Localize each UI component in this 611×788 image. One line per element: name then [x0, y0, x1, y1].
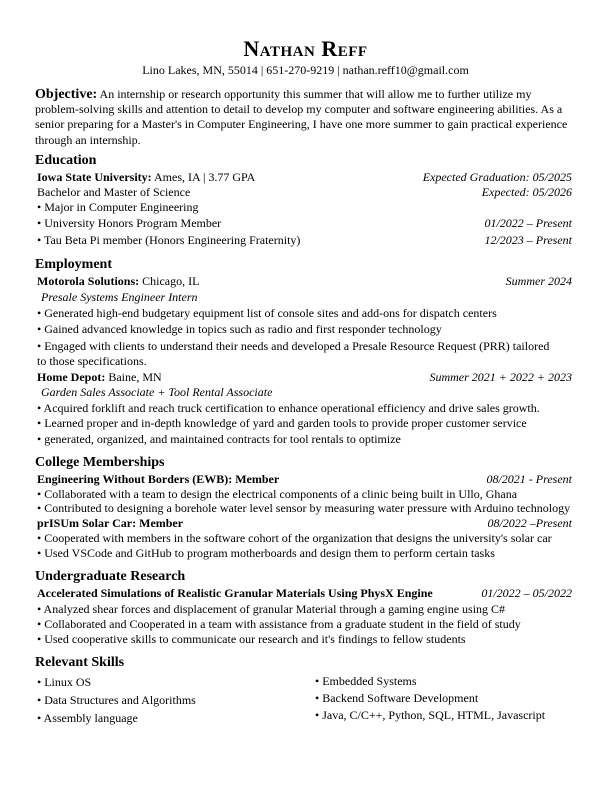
graduation-date: Expected Graduation: 05/2025	[422, 170, 572, 184]
education-item-text: • Major in Computer Engineering	[37, 200, 199, 214]
objective-text: An internship or research opportunity this summer that will allow me to further utilize my problem-solving skills and attention to detail to develop my computer and software engineering abilities. As a senior preparing for a Master's in Computer Engineering, I have one more summer to gain practical experience through an internship.	[35, 87, 568, 147]
degree-expected-date: Expected: 05/2026	[481, 185, 572, 199]
school-detail: Ames, IA | 3.77 GPA	[151, 170, 256, 184]
education-item	[37, 233, 572, 248]
job-bullet: • Engaged with clients to understand their needs and developed a Presale Resource Request (PRR) tailored to those specifications.	[37, 339, 550, 368]
org-name: prISUm Solar Car: Member	[37, 516, 184, 530]
education-school-line	[37, 170, 572, 185]
job-bullet: • Learned proper and in-depth knowledge of yard and garden tools to provide proper customer service	[37, 416, 527, 430]
job-bullet: • Generated high-end budgetary equipment list of console sites and add-ons for dispatch centers	[37, 306, 497, 320]
research-bullet: • Used cooperative skills to communicate our research and it's findings to fellow students	[37, 632, 466, 646]
company-location: Chicago, IL	[139, 274, 200, 288]
education-item	[37, 200, 572, 215]
org-bullet: • Contributed to designing a borehole water level sensor by measuring water pressure with Arduino technology	[37, 501, 571, 515]
org-header	[37, 472, 572, 487]
job-role-text: Presale Systems Engineer Intern	[41, 290, 198, 304]
candidate-name: Nathan Reff	[243, 36, 368, 61]
job-role-text: Garden Sales Associate + Tool Rental Associate	[41, 385, 273, 399]
research-bullet: • Collaborated and Cooperated in a team with assistance from a graduate student in the field of study	[37, 617, 521, 631]
education-item-text: • Tau Beta Pi member (Honors Engineering Fraternity)	[37, 233, 301, 247]
education-degree-line	[37, 185, 572, 200]
education-item-date: 12/2023 – Present	[484, 233, 572, 247]
company-name: Home Depot:	[37, 370, 106, 384]
org-bullet: • Collaborated with a team to design the electrical components of a clinic being built in Ullo, Ghana	[37, 487, 518, 501]
education-heading: Education	[35, 153, 97, 168]
skills-heading: Relevant Skills	[35, 655, 125, 670]
education-item-date: 01/2022 – Present	[484, 216, 572, 230]
job-date: Summer 2021 + 2022 + 2023	[429, 370, 572, 384]
job-bullet: • generated, organized, and maintained contracts for tool rentals to optimize	[37, 432, 401, 446]
school-name: Iowa State University:	[37, 170, 152, 184]
job-bullet: • Acquired forklift and reach truck certification to enhance operational efficiency and drive sales growth.	[37, 401, 540, 415]
company-name: Motorola Solutions:	[37, 274, 140, 288]
job-role	[41, 290, 576, 305]
employment-heading: Employment	[35, 257, 112, 272]
org-bullet: • Cooperated with members in the software cohort of the organization that designs the university's solar car	[37, 531, 552, 545]
org-date: 08/2022 –Present	[487, 516, 572, 530]
skill-item: • Embedded Systems	[315, 674, 417, 688]
research-bullet: • Analyzed shear forces and displacement of granular Material through a gaming engine using C#	[37, 602, 506, 616]
objective-section	[35, 87, 575, 148]
research-date: 01/2022 – 05/2022	[481, 586, 572, 600]
job-header	[37, 274, 572, 289]
company-location: Baine, MN	[105, 370, 162, 384]
memberships-heading: College Memberships	[35, 455, 165, 470]
job-role	[41, 385, 576, 400]
skill-item: • Data Structures and Algorithms	[37, 693, 196, 707]
education-item-text: • University Honors Program Member	[37, 216, 222, 230]
org-bullet: • Used VSCode and GitHub to program motherboards and design them to perform certain tasks	[37, 546, 495, 560]
skill-item: • Assembly language	[37, 711, 138, 725]
education-item	[37, 216, 572, 231]
degree: Bachelor and Master of Science	[37, 185, 191, 199]
skill-item: • Backend Software Development	[315, 691, 479, 705]
research-heading: Undergraduate Research	[35, 569, 186, 584]
skill-item: • Linux OS	[37, 675, 92, 689]
research-project-line	[37, 586, 572, 601]
research-project: Accelerated Simulations of Realistic Granular Materials Using PhysX Engine	[37, 586, 433, 600]
job-date: Summer 2024	[505, 274, 572, 288]
org-header	[37, 516, 572, 531]
job-header	[37, 370, 572, 385]
org-date: 08/2021 - Present	[486, 472, 572, 486]
org-name: Engineering Without Borders (EWB): Member	[37, 472, 280, 486]
skill-item: • Java, C/C++, Python, SQL, HTML, Javascript	[315, 708, 546, 722]
contact-info: Lino Lakes, MN, 55014 | 651-270-9219 | nathan.reff10@gmail.com	[142, 63, 469, 77]
job-bullet: • Gained advanced knowledge in topics such as radio and first responder technology	[37, 322, 442, 336]
objective-label: Objective:	[35, 87, 98, 102]
